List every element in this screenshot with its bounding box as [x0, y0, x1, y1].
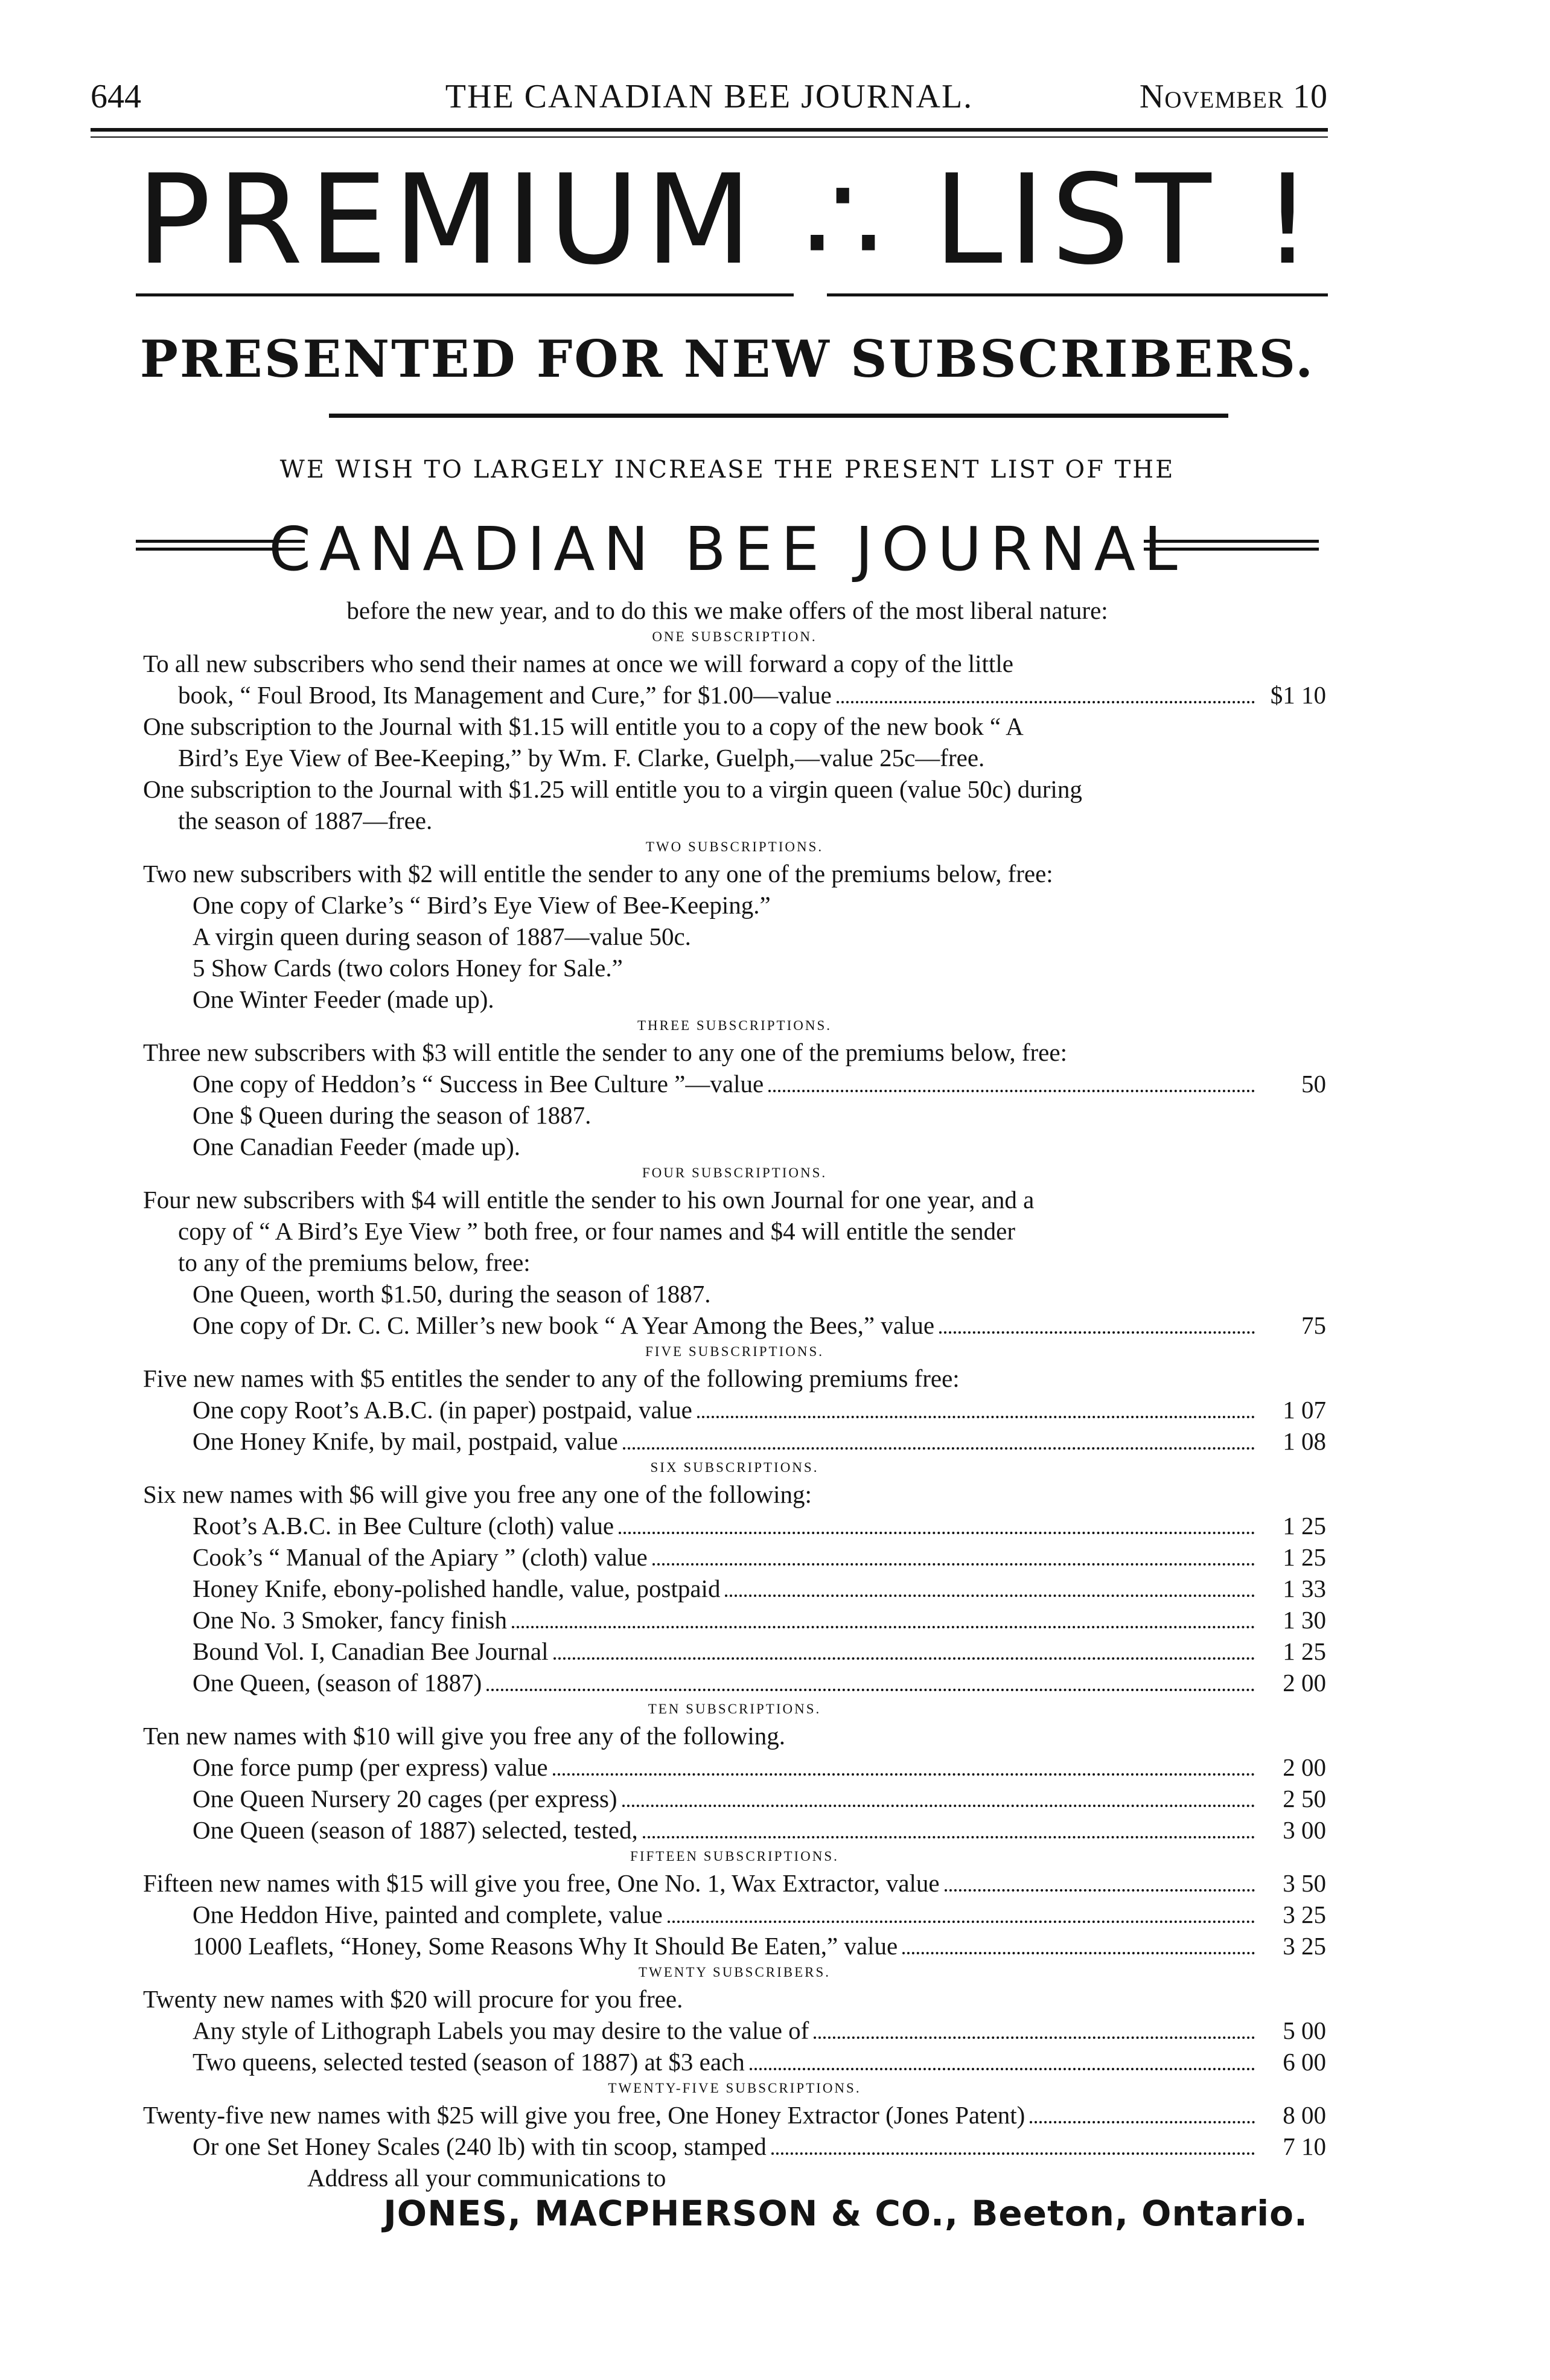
six-item-2: [143, 1541, 1326, 1573]
leader-dots: [725, 1595, 1255, 1597]
one-p1-line1: To all new subscribers who send their names at once we will forward a copy of the little: [143, 650, 1013, 677]
fifteen-item-2: [143, 1930, 1326, 1962]
page-header: [91, 77, 1328, 120]
twenty-five-lead-text: Twenty-five new names with $25 will give you free, One Honey Extractor (Jones Patent): [143, 2101, 1025, 2129]
ten-lead: Ten new names with $10 will give you free any of the following.: [143, 1722, 786, 1750]
firm-name: JONES, MACPHERSON & CO., Beeton, Ontario.: [383, 2193, 1308, 2234]
three-lead: Three new subscribers with $3 will entitle the sender to any one of the premiums below, free:: [143, 1038, 1067, 1066]
leader-dots: [750, 2068, 1255, 2070]
leader-dots: [553, 1773, 1255, 1776]
premium-list-title: PREMIUM ∴ LIST !: [136, 149, 1318, 292]
title-rule-left: [136, 293, 794, 296]
ten-item-1: [143, 1751, 1326, 1783]
section-heading-four: FOUR SUBSCRIPTIONS.: [642, 1165, 828, 1180]
five-item-1-value: 1 07: [1283, 1396, 1326, 1424]
one-p1-line2: [143, 679, 1326, 711]
leader-dots: [814, 2036, 1255, 2039]
ten-item-3: [143, 1814, 1326, 1846]
before-text: before the new year, and to do this we make offers of the most liberal nature:: [346, 597, 1108, 624]
one-p2-line1: One subscription to the Journal with $1.15 will entitle you to a copy of the new book “ A: [143, 712, 1024, 740]
section-heading-three: THREE SUBSCRIPTIONS.: [637, 1018, 832, 1033]
six-item-4-value: 1 30: [1283, 1606, 1326, 1634]
fifteen-lead-text: Fifteen new names with $15 will give you free, One No. 1, Wax Extractor, value: [143, 1869, 940, 1897]
intro-text: WE WISH TO LARGELY INCREASE THE PRESENT LIST OF THE: [279, 456, 1175, 484]
premium-sections: [143, 626, 1326, 2233]
six-item-6: [143, 1667, 1326, 1698]
six-lead: Six new names with $6 will give you free any one of the following:: [143, 1480, 812, 1508]
section-heading-one: ONE SUBSCRIPTION.: [652, 629, 817, 644]
section-heading-five: FIVE SUBSCRIPTIONS.: [645, 1344, 824, 1359]
fifteen-item-1: [143, 1899, 1326, 1930]
section-heading-six: SIX SUBSCRIPTIONS.: [650, 1460, 819, 1475]
address-line: Address all your communications to: [307, 2164, 666, 2192]
six-item-1-value: 1 25: [1283, 1512, 1326, 1540]
two-item-3: 5 Show Cards (two colors Honey for Sale.”: [193, 954, 623, 982]
fifteen-lead-value: 3 50: [1283, 1869, 1326, 1897]
leader-dots: [652, 1563, 1255, 1566]
fifteen-item-1-value: 3 25: [1283, 1901, 1326, 1928]
three-item-3: One Canadian Feeder (made up).: [193, 1133, 521, 1160]
issue-date: November 10: [1139, 78, 1328, 115]
leader-dots: [945, 1889, 1255, 1892]
five-item-1: [143, 1394, 1326, 1425]
title-rule-right: [827, 293, 1328, 296]
fifteen-item-1-text: One Heddon Hive, painted and complete, value: [193, 1901, 663, 1928]
section-heading-twenty: TWENTY SUBSCRIBERS.: [638, 1965, 831, 1980]
six-item-5-text: Bound Vol. I, Canadian Bee Journal: [193, 1637, 549, 1665]
leader-dots: [902, 1952, 1255, 1954]
section-heading-two: TWO SUBSCRIPTIONS.: [645, 839, 824, 854]
three-item-1-text: One copy of Heddon’s “ Success in Bee Culture ”—value: [193, 1070, 764, 1098]
twenty-five-item-1: [143, 2131, 1326, 2162]
leader-dots: [643, 1836, 1255, 1838]
three-item-1-value: 50: [1301, 1070, 1326, 1098]
ten-item-2-text: One Queen Nursery 20 cages (per express): [193, 1785, 617, 1812]
four-lead-1: Four new subscribers with $4 will entitle the sender to his own Journal for one year, and a: [143, 1186, 1035, 1214]
six-item-4-text: One No. 3 Smoker, fancy finish: [193, 1606, 508, 1634]
six-item-3-value: 1 33: [1283, 1575, 1326, 1602]
fifteen-item-2-text: 1000 Leaflets, “Honey, Some Reasons Why It Should Be Eaten,” value: [193, 1932, 898, 1960]
three-item-2: One $ Queen during the season of 1887.: [193, 1101, 592, 1129]
leader-dots: [486, 1689, 1255, 1691]
six-item-5: [143, 1636, 1326, 1667]
fifteen-lead: [143, 1867, 1326, 1899]
twenty-five-item-1-text: Or one Set Honey Scales (240 lb) with tin scoop, stamped: [193, 2132, 767, 2160]
six-item-2-value: 1 25: [1283, 1543, 1326, 1571]
masthead-text: CANADIAN BEE JOURNAL: [269, 514, 1186, 584]
six-item-4: [143, 1604, 1326, 1636]
twenty-five-item-1-value: 7 10: [1283, 2132, 1326, 2160]
four-lead-3: to any of the premiums below, free:: [178, 1249, 531, 1276]
ten-item-1-value: 2 00: [1283, 1753, 1326, 1781]
two-item-4: One Winter Feeder (made up).: [193, 985, 494, 1013]
five-item-2-text: One Honey Knife, by mail, postpaid, value: [193, 1427, 618, 1455]
two-item-2: A virgin queen during season of 1887—value 50c.: [193, 923, 691, 950]
leader-dots: [623, 1447, 1255, 1450]
section-heading-twenty-five: TWENTY-FIVE SUBSCRIPTIONS.: [608, 2081, 861, 2096]
six-item-1-text: Root’s A.B.C. in Bee Culture (cloth) value: [193, 1512, 614, 1540]
four-item-2-text: One copy of Dr. C. C. Miller’s new book “ A Year Among the Bees,” value: [193, 1311, 935, 1339]
six-item-5-value: 1 25: [1283, 1637, 1326, 1665]
twenty-item-1: [143, 2015, 1326, 2046]
one-p3-line1: One subscription to the Journal with $1.25 will entitle you to a virgin queen (value 50c) during: [143, 775, 1082, 803]
journal-masthead: [136, 513, 1319, 586]
journal-title: THE CANADIAN BEE JOURNAL.: [445, 78, 974, 115]
header-rule-thick: [91, 128, 1328, 132]
fifteen-item-2-value: 3 25: [1283, 1932, 1326, 1960]
twenty-five-lead: [143, 2099, 1326, 2131]
five-item-2: [143, 1425, 1326, 1457]
section-heading-ten: TEN SUBSCRIPTIONS.: [648, 1701, 821, 1716]
five-lead: Five new names with $5 entitles the sender to any of the following premiums free:: [143, 1364, 960, 1392]
four-item-2: [143, 1310, 1326, 1341]
presented-for-subtitle: PRESENTED FOR NEW SUBSCRIBERS.: [139, 329, 1315, 389]
twenty-lead: Twenty new names with $20 will procure for you free.: [143, 1985, 683, 2013]
page-number: 644: [91, 78, 141, 115]
four-lead-2: copy of “ A Bird’s Eye View ” both free, or four names and $4 will entitle the sender: [178, 1217, 1015, 1245]
ten-item-1-text: One force pump (per express) value: [193, 1753, 548, 1781]
six-item-1: [143, 1510, 1326, 1541]
twenty-five-lead-value: 8 00: [1283, 2101, 1326, 2129]
subtitle-rule: [329, 414, 1228, 418]
twenty-item-1-value: 5 00: [1283, 2017, 1326, 2044]
one-p3-line2: the season of 1887—free.: [178, 807, 433, 834]
one-p2-line2: Bird’s Eye View of Bee-Keeping,” by Wm. F. Clarke, Guelph,—value 25c—free.: [178, 744, 985, 772]
six-item-6-text: One Queen, (season of 1887): [193, 1669, 482, 1697]
section-heading-fifteen: FIFTEEN SUBSCRIPTIONS.: [630, 1849, 839, 1864]
leader-dots: [768, 1090, 1255, 1092]
leader-dots: [619, 1532, 1255, 1534]
four-item-1: One Queen, worth $1.50, during the season of 1887.: [193, 1280, 711, 1308]
leader-dots: [512, 1626, 1255, 1628]
leader-dots: [622, 1805, 1255, 1807]
two-lead: Two new subscribers with $2 will entitle the sender to any one of the premiums below, free:: [143, 860, 1053, 888]
twenty-item-1-text: Any style of Lithograph Labels you may desire to the value of: [193, 2017, 809, 2044]
ten-item-2: [143, 1783, 1326, 1814]
six-item-6-value: 2 00: [1283, 1669, 1326, 1697]
leader-dots: [668, 1921, 1255, 1923]
two-item-1: One copy of Clarke’s “ Bird’s Eye View of Bee-Keeping.”: [193, 891, 771, 919]
twenty-item-2-text: Two queens, selected tested (season of 1887) at $3 each: [193, 2048, 745, 2076]
one-p1-last: book, “ Foul Brood, Its Management and Cure,” for $1.00—value: [178, 681, 832, 709]
twenty-item-2-value: 6 00: [1283, 2048, 1326, 2076]
six-item-3-text: Honey Knife, ebony-polished handle, value, postpaid: [193, 1575, 721, 1602]
leader-dots: [771, 2152, 1255, 2155]
four-item-2-value: 75: [1301, 1311, 1326, 1339]
six-item-2-text: Cook’s “ Manual of the Apiary ” (cloth) value: [193, 1543, 648, 1571]
six-item-3: [143, 1573, 1326, 1604]
five-item-1-text: One copy Root’s A.B.C. (in paper) postpaid, value: [193, 1396, 692, 1424]
twenty-item-2: [143, 2046, 1326, 2078]
leader-dots: [939, 1331, 1255, 1334]
five-item-2-value: 1 08: [1283, 1427, 1326, 1455]
three-item-1: [143, 1068, 1326, 1099]
leader-dots: [1030, 2121, 1255, 2123]
ten-item-2-value: 2 50: [1283, 1785, 1326, 1812]
leader-dots: [837, 701, 1255, 703]
one-p1-value: $1 10: [1270, 681, 1326, 709]
header-rule-thin: [91, 136, 1328, 138]
leader-dots: [553, 1657, 1255, 1660]
leader-dots: [697, 1416, 1255, 1418]
ten-item-3-value: 3 00: [1283, 1816, 1326, 1844]
ten-item-3-text: One Queen (season of 1887) selected, tested,: [193, 1816, 638, 1844]
